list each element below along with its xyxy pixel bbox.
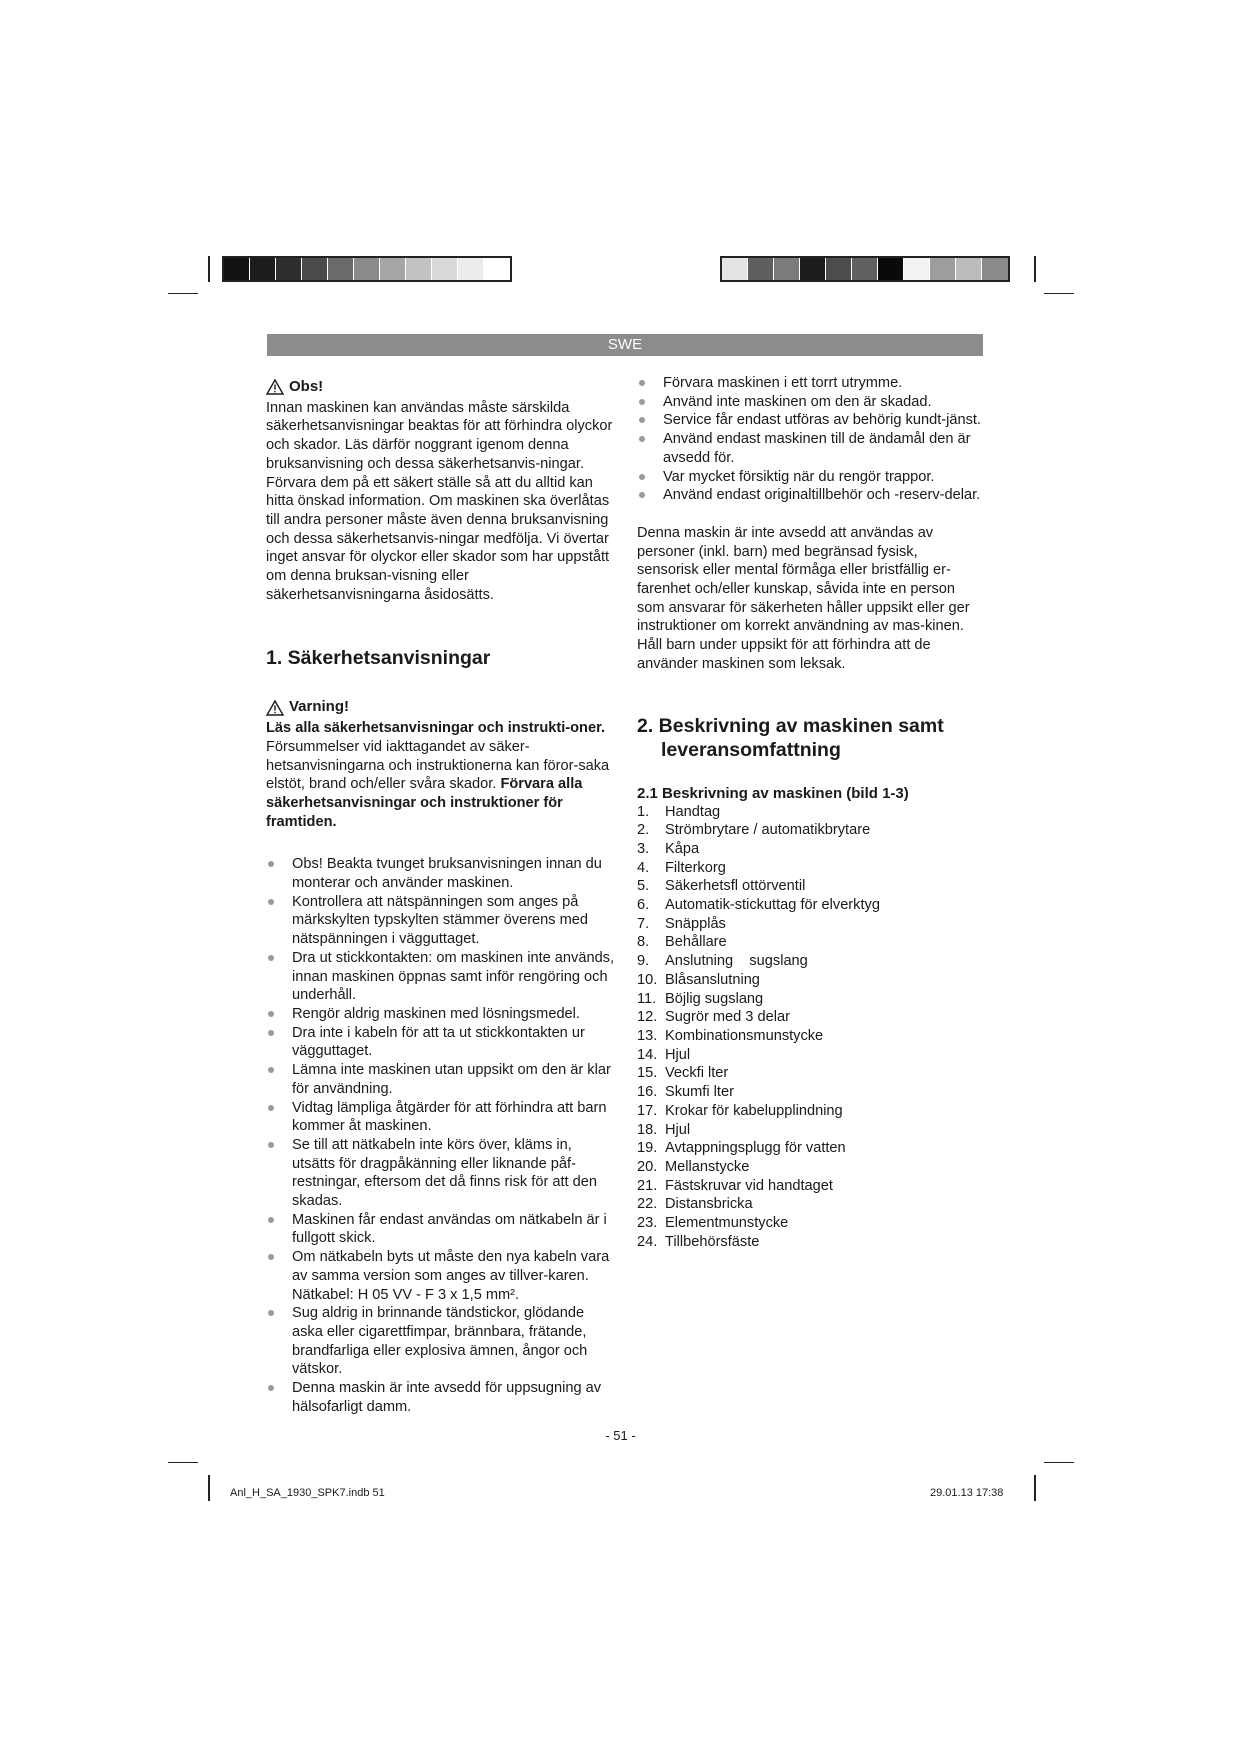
part-label: Hjul (665, 1046, 691, 1063)
part-number: 22. (637, 1196, 658, 1213)
list-item: Kontrollera att nätspänningen som anges på märkskylten typskylten stämmer överens med nätspänningen i vägguttaget. (266, 893, 616, 949)
color-swatch (354, 258, 380, 280)
color-swatch (878, 258, 904, 280)
part-number: 21. (637, 1177, 658, 1194)
color-swatch (302, 258, 328, 280)
list-item: Var mycket försiktig när du rengör trappor. (637, 468, 982, 487)
part-number: 11. (637, 990, 657, 1007)
part-item (637, 877, 982, 896)
part-number: 8. (637, 934, 650, 951)
crop-mark-top-right-v (1034, 256, 1036, 282)
crop-mark-bottom-right (1044, 1462, 1074, 1463)
varning-bold-lead: Läs alla säkerhetsanvisningar och instrukti-oner. (266, 720, 606, 737)
part-number: 17. (637, 1102, 658, 1119)
part-label: Behållare (665, 934, 727, 951)
part-number: 19. (637, 1140, 658, 1157)
part-number: 18. (637, 1121, 658, 1138)
color-swatch (276, 258, 302, 280)
part-label: Böjlig sugslang (665, 990, 764, 1007)
varning-heading (266, 698, 616, 717)
part-item (637, 1027, 982, 1046)
part-item (637, 952, 982, 971)
list-item: Vidtag lämpliga åtgärder för att förhindra att barn kommer åt maskinen. (266, 1099, 616, 1136)
part-label: Blåsanslutning (665, 971, 760, 988)
part-item (637, 1083, 982, 1102)
obs-title: Obs! (289, 378, 324, 395)
color-swatch (852, 258, 878, 280)
list-item: Dra inte i kabeln för att ta ut stickkontakten ur vägguttaget. (266, 1024, 616, 1061)
list-item: Använd endast maskinen till de ändamål den är avsedd för. (637, 430, 982, 467)
part-number: 1. (637, 803, 650, 820)
crop-mark-top-left (168, 293, 198, 294)
section-2-title-line1: 2. Beskrivning av maskinen samt (637, 714, 944, 737)
color-swatch (956, 258, 982, 280)
part-number: 14. (637, 1046, 658, 1063)
part-number: 6. (637, 897, 650, 914)
part-label: Sugrör med 3 delar (665, 1009, 790, 1026)
list-item: Denna maskin är inte avsedd för uppsugning av hälsofarligt damm. (266, 1379, 616, 1416)
page-number: - 51 - (605, 1428, 636, 1443)
part-label: Snäpplås (665, 915, 726, 932)
list-item: Obs! Beakta tvunget bruksanvisningen innan du monterar och använder maskinen. (266, 855, 616, 892)
list-item: Rengör aldrig maskinen med lösningsmedel. (266, 1005, 616, 1024)
part-number: 24. (637, 1233, 658, 1250)
warning-triangle-icon (266, 700, 284, 716)
color-swatch (224, 258, 250, 280)
right-column (637, 374, 982, 1251)
part-number: 13. (637, 1027, 658, 1044)
safety-bullet-list (266, 855, 616, 1416)
part-item (637, 915, 982, 934)
part-item (637, 1214, 982, 1233)
part-number: 2. (637, 822, 650, 839)
footer-datetime: 29.01.13 17:38 (930, 1487, 1004, 1499)
part-number: 10. (637, 971, 658, 988)
color-swatch (458, 258, 484, 280)
part-label: Säkerhetsfl ottörventil (665, 878, 806, 895)
section-1-title: 1. Säkerhetsanvisningar (266, 647, 491, 670)
part-label: Anslutning sugslang (665, 953, 808, 970)
color-calibration-bar-right (720, 256, 1010, 282)
part-item (637, 859, 982, 878)
part-number: 3. (637, 840, 650, 857)
part-item (637, 1233, 982, 1252)
crop-mark-bottom-left (168, 1462, 198, 1463)
crop-mark-bottom-left-v (208, 1475, 210, 1501)
part-number: 4. (637, 859, 650, 876)
part-label: Filterkorg (665, 859, 726, 876)
part-label: Strömbrytare / automatikbrytare (665, 822, 871, 839)
color-swatch (904, 258, 930, 280)
storage-bullet-list (637, 374, 982, 505)
varning-text (266, 719, 616, 831)
list-item: Dra ut stickkontakten: om maskinen inte används, innan maskinen öppnas samt inför rengöring och underhåll. (266, 949, 616, 1005)
part-label: Fästskruvar vid handtaget (665, 1177, 833, 1194)
part-label: Mellanstycke (665, 1158, 750, 1175)
list-item: Lämna inte maskinen utan uppsikt om den är klar för användning. (266, 1061, 616, 1098)
part-label: Tillbehörsfäste (665, 1233, 760, 1250)
part-item (637, 1008, 982, 1027)
part-number: 16. (637, 1084, 658, 1101)
list-item: Använd endast originaltillbehör och -reserv-delar. (637, 486, 982, 505)
part-item (637, 1121, 982, 1140)
color-swatch (748, 258, 774, 280)
part-item (637, 933, 982, 952)
part-item (637, 971, 982, 990)
part-item (637, 1158, 982, 1177)
parts-list (637, 803, 982, 1252)
part-item (637, 821, 982, 840)
part-label: Avtappningsplugg för vatten (665, 1140, 846, 1157)
part-item (637, 1064, 982, 1083)
left-column (266, 378, 616, 1416)
part-number: 7. (637, 915, 650, 932)
part-item (637, 1139, 982, 1158)
part-number: 12. (637, 1009, 658, 1026)
part-label: Handtag (665, 803, 721, 820)
color-swatch (328, 258, 354, 280)
part-label: Automatik-stickuttag för elverktyg (665, 897, 880, 914)
subsection-2-1-title: 2.1 Beskrivning av maskinen (bild 1-3) (637, 784, 909, 802)
part-label: Hjul (665, 1121, 691, 1138)
part-item (637, 803, 982, 822)
part-item (637, 840, 982, 859)
list-item: Maskinen får endast användas om nätkabeln är i fullgott skick. (266, 1211, 616, 1248)
list-item: Använd inte maskinen om den är skadad. (637, 393, 982, 412)
list-item: Se till att nätkabeln inte körs över, kläms in, utsätts för dragpåkänning eller liknande påf-restningar, eftersom det då finns risk för att den skadas. (266, 1136, 616, 1211)
list-item: Om nätkabeln byts ut måste den nya kabeln vara av samma version som anges av tillver-karen. Nätkabel: H 05 VV - F 3 x 1,5 mm². (266, 1248, 616, 1304)
color-swatch (250, 258, 276, 280)
part-number: 9. (637, 953, 650, 970)
color-swatch (722, 258, 748, 280)
part-number: 5. (637, 878, 650, 895)
obs-heading (266, 378, 616, 397)
section-2-title (637, 714, 982, 762)
part-label: Kombinationsmunstycke (665, 1027, 824, 1044)
varning-bold-tail: Förvara alla säkerhetsanvisningar och instruktioner för framtiden. (266, 776, 583, 830)
crop-mark-top-right (1044, 293, 1074, 294)
color-swatch (774, 258, 800, 280)
part-label: Veckfi lter (665, 1065, 729, 1082)
part-label: Elementmunstycke (665, 1215, 789, 1232)
part-number: 20. (637, 1158, 658, 1175)
part-item (637, 1046, 982, 1065)
part-number: 15. (637, 1065, 658, 1082)
color-swatch (826, 258, 852, 280)
crop-mark-bottom-right-v (1034, 1475, 1036, 1501)
section-2-title-line2: leveransomfattning (661, 738, 841, 761)
crop-mark-top-left-v (208, 256, 210, 282)
warning-triangle-icon (266, 379, 284, 395)
varning-body: Försummelser vid iakttagandet av säker-hetsanvisningarna och instruktionerna kan föror-saka elstöt, brand och/eller svåra skador. (266, 738, 610, 793)
color-swatch (484, 258, 510, 280)
part-label: Krokar för kabelupplindning (665, 1102, 843, 1119)
color-calibration-bar-left (222, 256, 512, 282)
color-swatch (930, 258, 956, 280)
varning-title: Varning! (289, 698, 350, 716)
obs-text: Innan maskinen kan användas måste särskilda säkerhetsanvisningar beaktas för att förhindra olyckor och skador. Läs därför noggrant igenom denna bruksanvisning och dessa säkerhetsanvis-ningar. Förvara dem på ett säkert ställe så att du alltid kan hitta önskad information. Om maskinen ska överlåtas till andra personer måste även denna bruksanvisning och dessa säkerhetsanvis-ningar medfölja. Vi övertar inget ansvar för olyckor eller skador som har uppstått om denna bruksan-visning eller säkerhetsanvisningarna åsidosätts. (266, 399, 613, 603)
color-swatch (800, 258, 826, 280)
persons-paragraph: Denna maskin är inte avsedd att användas av personer (inkl. barn) med begränsad fysisk, sensorisk eller mental förmåga eller bristfällig er-farenhet och/eller kunskap, såvida inte en person som ansvarar för säkerheten håller uppsikt eller ger instruktioner om korrekt användning av mas-kinen. Håll barn under uppsikt för att förhindra att de använder maskinen som leksak. (637, 524, 970, 672)
part-label: Distansbricka (665, 1196, 753, 1213)
color-swatch (432, 258, 458, 280)
list-item: Sug aldrig in brinnande tändstickor, glödande aska eller cigarettfimpar, brännbara, frätande, brandfarliga eller explosiva ämnen, ångor och vätskor. (266, 1304, 616, 1379)
color-swatch (380, 258, 406, 280)
part-item (637, 1102, 982, 1121)
part-item (637, 1195, 982, 1214)
language-label: SWE (607, 336, 643, 353)
part-label: Skumfi lter (665, 1084, 734, 1101)
color-swatch (406, 258, 432, 280)
part-item (637, 990, 982, 1009)
footer-file: Anl_H_SA_1930_SPK7.indb 51 (230, 1487, 385, 1499)
language-header-band (267, 334, 983, 356)
part-number: 23. (637, 1215, 658, 1232)
list-item: Service får endast utföras av behörig kundt-jänst. (637, 411, 982, 430)
part-item (637, 896, 982, 915)
list-item: Förvara maskinen i ett torrt utrymme. (637, 374, 982, 393)
part-item (637, 1177, 982, 1196)
color-swatch (982, 258, 1008, 280)
part-label: Kåpa (665, 840, 700, 857)
